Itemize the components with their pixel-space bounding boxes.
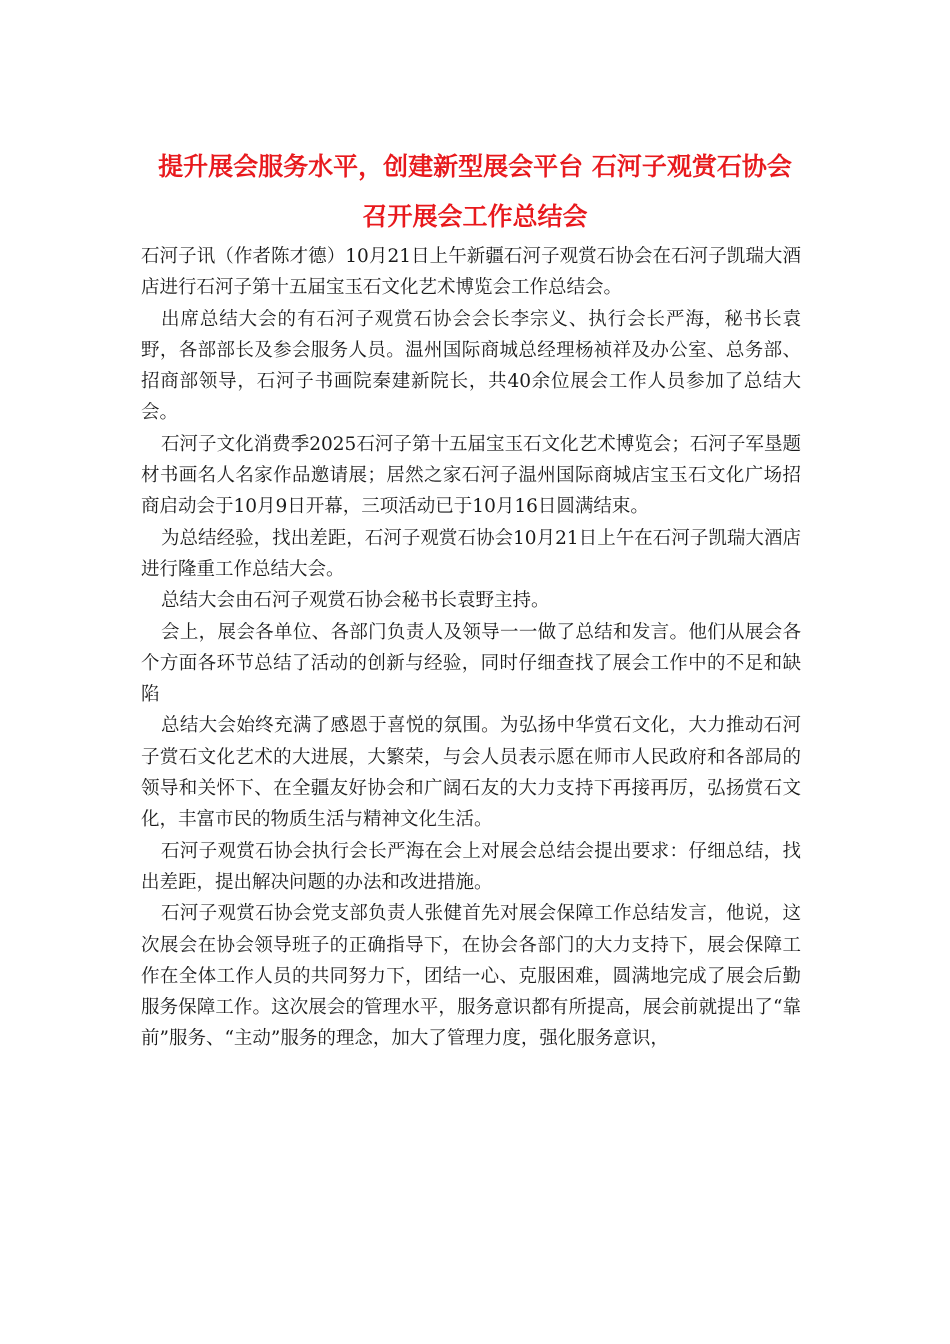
paragraph-1: 石河子讯（作者陈才德）10月21日上午新疆石河子观赏石协会在石河子凯瑞大酒店进行石河子第十五届宝玉石文化艺术博览会工作总结会。 [141,246,801,299]
paragraph-9: 石河子观赏石协会党支部负责人张健首先对展会保障工作总结发言，他说，这次展会在协会领导班子的正确指导下，在协会各部门的大力支持下，展会保障工作在全体工作人员的共同努力下，团结一心、克服困难，圆满地完成了展会后勤服务保障工作。这次展会的管理水平，服务意识都有所提高，展会前就提出了“靠前”服务、“主动”服务的理念，加大了管理力度，强化服务意识， [141,903,801,1050]
document-title-line-1: 提升展会服务水平，创建新型展会平台 石河子观赏石协会 [158,152,792,181]
paragraph-4: 为总结经验，找出差距，石河子观赏石协会10月21日上午在石河子凯瑞大酒店进行隆重工作总结大会。 [141,527,801,580]
paragraph-8: 石河子观赏石协会执行会长严海在会上对展会总结会提出要求：仔细总结，找出差距，提出解决问题的办法和改进措施。 [141,840,801,893]
document-body [141,241,801,1055]
paragraph-5: 总结大会由石河子观赏石协会秘书长袁野主持。 [161,590,550,612]
document-title-line-2: 召开展会工作总结会 [362,202,588,231]
paragraph-3: 石河子文化消费季2025石河子第十五届宝玉石文化艺术博览会；石河子军垦题材书画名人名家作品邀请展；居然之家石河子温州国际商城店宝玉石文化广场招商启动会于10月9日开幕，三项活动已于10月16日圆满结束。 [141,433,801,518]
paragraph-2: 出席总结大会的有石河子观赏石协会会长李宗义、执行会长严海，秘书长袁野，各部部长及参会服务人员。温州国际商城总经理杨祯祥及办公室、总务部、招商部领导，石河子书画院秦建新院长，共40余位展会工作人员参加了总结大会。 [141,308,801,424]
paragraph-6: 会上，展会各单位、各部门负责人及领导一一做了总结和发言。他们从展会各个方面各环节总结了活动的创新与经验，同时仔细查找了展会工作中的不足和缺陷 [141,621,801,706]
paragraph-7: 总结大会始终充满了感恩于喜悦的氛围。为弘扬中华赏石文化，大力推动石河子赏石文化艺术的大进展，大繁荣，与会人员表示愿在师市人民政府和各部局的领导和关怀下、在全疆友好协会和广阔石友的大力支持下再接再厉，弘扬赏石文化，丰富市民的物质生活与精神文化生活。 [141,715,801,831]
